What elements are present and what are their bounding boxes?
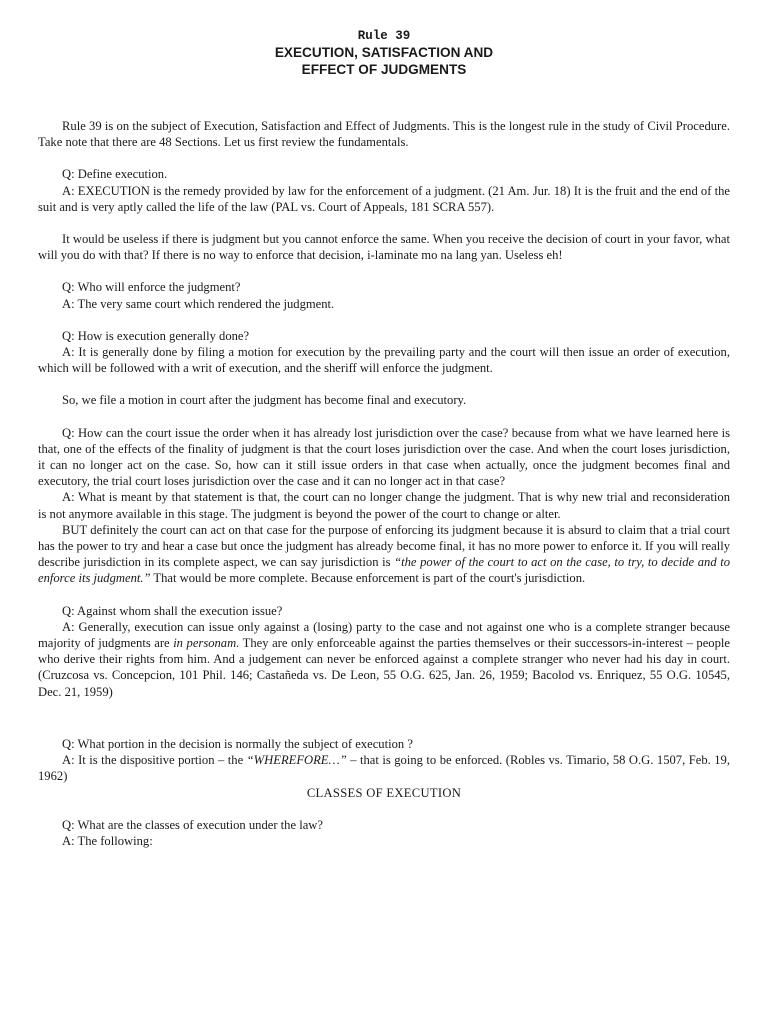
jurisdiction-quote: “the power of the court to act on the case, to try, to decide and to enforce its judgment.” [38, 555, 731, 586]
but-text-1: BUT definitely the court can act on that case for the purpose of enforcing its judgment because it is absurd to claim that a trial court has the power to try and hear a case but once the judgment has already become final, it has no more power to enforce it. If you will really describe jurisdiction in its complete aspect, we can say jurisdiction is [38, 522, 730, 570]
title-line-1: EXECUTION, SATISFACTION AND [274, 45, 494, 60]
answer-jurisdiction: A: What is meant by that statement is that, the court can no longer change the judgment. That is why new trial and reconsideration is not anymore available in this stage. The judgment is beyond the power of the court to change or alter. [38, 490, 730, 521]
question-who-enforces: Q: Who will enforce the judgment? [62, 280, 241, 295]
motion-paragraph: So, we file a motion in court after the judgment has become final and executory. [62, 393, 467, 408]
answer-define-execution: A: EXECUTION is the remedy provided by law for the enforcement of a judgment. (21 Am. Jur. 18) It is the fruit and the end of the suit and is very aptly called the life of the law (PAL vs. Court of Appeals, 181 SCRA 557). [38, 183, 730, 214]
rule-number: Rule 39 [357, 29, 411, 43]
answer-dispositive [38, 752, 730, 784]
in-personam: in personam. [173, 636, 240, 651]
but-definitely-paragraph [38, 522, 730, 587]
question-against-whom: Q: Against whom shall the execution issue? [62, 603, 283, 618]
title-line-2: EFFECT OF JUDGMENTS [301, 62, 467, 77]
answer-dispositive-text-1: A: It is the dispositive portion – the [62, 753, 247, 768]
answer-against-whom-text-2: They are only enforceable against the parties themselves or their successors-in-interest – people who derive their rights from him. And a judgement can never be enforced against a complete stranger who never had his day in court. (Cruzcosa vs. Concepcion, 101 Phil. 146; Castañeda vs. De Leon, 55 O.G. 625, Jan. 26, 1959; Bacolod vs. Enriquez, 55 O.G. 10545, Dec. 21, 1959) [38, 636, 730, 699]
wherefore-quote: “WHEREFORE…” [246, 753, 347, 768]
section-heading: CLASSES OF EXECUTION [306, 785, 462, 800]
answer-who-enforces: A: The very same court which rendered the judgment. [62, 296, 335, 311]
but-text-2: That would be more complete. Because enforcement is part of the court's jurisdiction. [150, 571, 586, 586]
intro-paragraph: Rule 39 is on the subject of Execution, Satisfaction and Effect of Judgments. This is the longest rule in the study of Civil Procedure. Take note that there are 48 Sections. Let us first review the fundamentals. [38, 119, 730, 150]
answer-against-whom [38, 619, 730, 700]
question-define-execution: Q: Define execution. [62, 167, 168, 182]
question-dispositive: Q: What portion in the decision is normally the subject of execution ? [62, 736, 413, 751]
useless-paragraph: It would be useless if there is judgment but you cannot enforce the same. When you receive the decision of court in your favor, what will you do with that? If there is no way to enforce that decision, i-laminate mo na lang yan. Useless eh! [38, 232, 730, 263]
question-how-done: Q: How is execution generally done? [62, 328, 250, 343]
answer-against-whom-text-1: A: Generally, execution can issue only against a (losing) party to the case and not against one who is a complete stranger because majority of judgments are [38, 619, 730, 651]
answer-classes: A: The following: [62, 833, 153, 848]
document-page [38, 28, 730, 849]
question-jurisdiction: Q: How can the court issue the order when it has already lost jurisdiction over the case? because from what we have learned here is that, one of the effects of the finality of judgment is that the court loses jurisdiction over the case. And when the court loses jurisdiction, it can no longer act on the case. So, how can it still issue orders in that case when actually, once the judgment becomes final and executory, the trial court loses jurisdiction over the case and it can no longer act in that case? [38, 425, 730, 489]
question-classes: Q: What are the classes of execution under the law? [62, 817, 323, 832]
answer-how-done: A: It is generally done by filing a motion for execution by the prevailing party and the court will then issue an order of execution, which will be followed with a writ of execution, and the sheriff will enforce the judgment. [38, 345, 730, 376]
answer-dispositive-text-2: – that is going to be enforced. (Robles vs. Timario, 58 O.G. 1507, Feb. 19, 1962) [38, 753, 730, 784]
